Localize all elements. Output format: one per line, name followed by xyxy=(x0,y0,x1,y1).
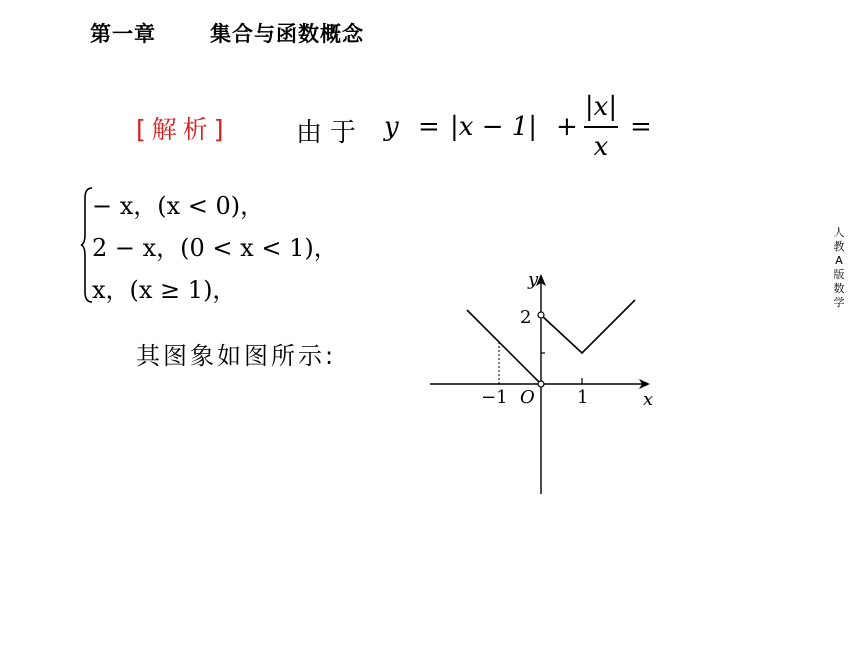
solution-line xyxy=(136,92,676,164)
side-char: 学 xyxy=(833,296,845,309)
piece-row-3: x，(x ≥ 1)， xyxy=(92,276,237,304)
y-axis-label: y xyxy=(528,269,539,290)
equals-sign: = xyxy=(418,112,440,142)
tick-label-x-1: 1 xyxy=(577,387,589,408)
branch-positive-x xyxy=(541,300,635,353)
fraction-numerator: |x| xyxy=(584,92,618,122)
x-axis-label: x xyxy=(643,389,654,410)
side-char: 人 xyxy=(833,226,845,239)
open-point-origin xyxy=(538,381,544,387)
lhs-y: y xyxy=(384,112,399,142)
piece-row-1: − x，(x < 0)， xyxy=(92,192,265,220)
side-label xyxy=(832,226,846,310)
graph-caption: 其图象如图所示: xyxy=(136,342,337,370)
piecewise-function xyxy=(80,186,380,306)
origin-label: O xyxy=(520,387,535,408)
chapter-label: 第一章 xyxy=(90,22,156,46)
analysis-tag: [解析] xyxy=(136,115,230,144)
side-char: 版 xyxy=(833,268,845,281)
side-char: A xyxy=(835,254,843,267)
page-header xyxy=(90,18,364,48)
tick-label-x-neg1: −1 xyxy=(481,387,508,408)
piece-row-2: 2 − x，(0 < x < 1)， xyxy=(92,234,338,262)
function-graph xyxy=(420,262,670,502)
side-char: 教 xyxy=(833,240,845,253)
fraction-denominator: x xyxy=(593,132,609,162)
fraction-bar xyxy=(584,126,618,128)
fraction xyxy=(584,92,618,162)
intro-text: 由于 xyxy=(296,118,365,148)
equals-sign-2: = xyxy=(630,112,652,142)
plus-sign: + xyxy=(556,112,578,142)
side-char: 数 xyxy=(833,282,845,295)
chapter-title: 集合与函数概念 xyxy=(210,22,364,46)
tick-label-y-2: 2 xyxy=(520,307,532,328)
abs-expression: |x − 1| xyxy=(450,112,538,142)
open-point-0-2 xyxy=(538,312,544,318)
